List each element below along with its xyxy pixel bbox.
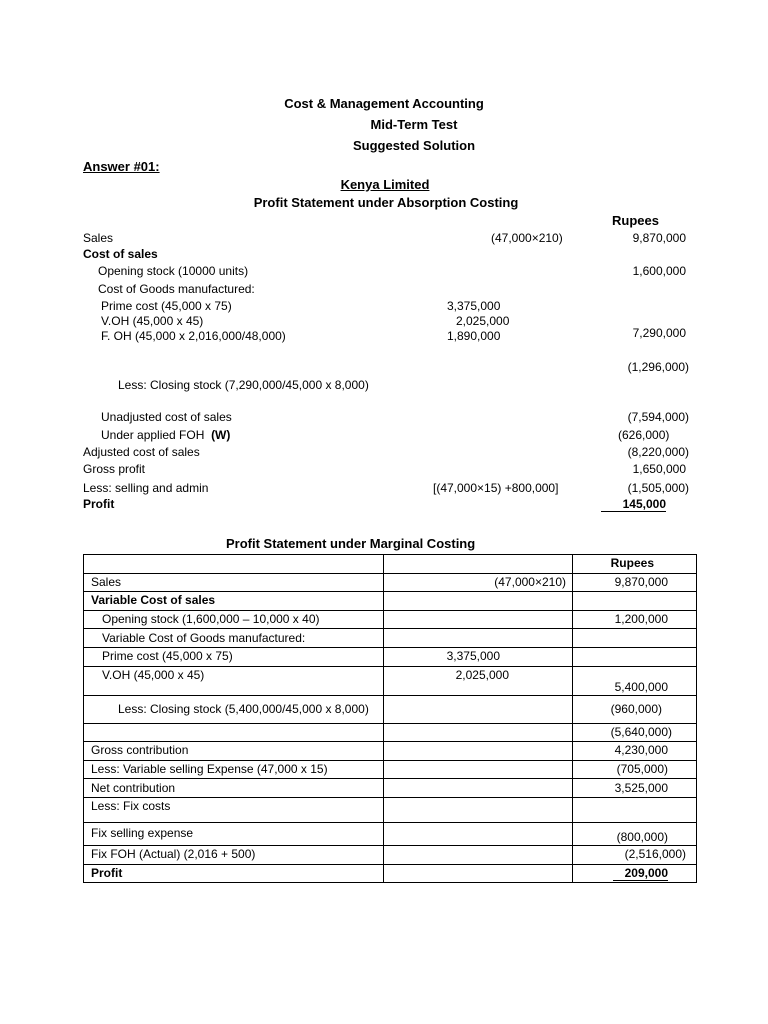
abs-sales-calc: (47,000×210) — [491, 231, 563, 245]
answer-label: Answer #01: — [83, 159, 160, 174]
solution-title: Suggested Solution — [352, 138, 476, 153]
mar-vcogm-label: Variable Cost of Goods manufactured: — [84, 629, 384, 648]
mar-opening-value: 1,200,000 — [573, 610, 697, 629]
mar-closing-label: Less: Closing stock (5,400,000/45,000 x 8,000) — [84, 695, 384, 723]
mar-gross-value: 4,230,000 — [573, 742, 697, 761]
table-row — [84, 666, 697, 695]
abs-foh-label: F. OH (45,000 x 2,016,000/48,000) — [101, 329, 286, 343]
mar-varsell-value: (705,000) — [573, 760, 697, 779]
table-row — [84, 610, 697, 629]
mar-fixfoh-value: (2,516,000) — [573, 845, 697, 864]
abs-selling-label: Less: selling and admin — [83, 481, 209, 495]
table-row — [84, 797, 697, 822]
abs-gross-value: 1,650,000 — [632, 462, 686, 476]
mar-vcos-total: (5,640,000) — [573, 723, 697, 742]
mar-sales-calc: (47,000×210) — [384, 573, 573, 592]
mar-profit-value: 209,000 — [613, 866, 668, 881]
mar-prime-label: Prime cost (45,000 x 75) — [84, 647, 384, 666]
table-row — [84, 723, 697, 742]
abs-closing-value: (1,296,000) — [627, 360, 689, 374]
abs-gross-label: Gross profit — [83, 462, 146, 476]
abs-prime-label: Prime cost (45,000 x 75) — [101, 299, 232, 313]
abs-profit-value: 145,000 — [601, 497, 666, 512]
marginal-heading: Profit Statement under Marginal Costing — [226, 536, 476, 551]
test-title: Mid-Term Test — [370, 117, 458, 132]
abs-unadjusted-label: Unadjusted cost of sales — [101, 410, 232, 424]
mar-varsell-label: Less: Variable selling Expense (47,000 x 15) — [84, 760, 384, 779]
abs-sales-value: 9,870,000 — [632, 231, 686, 245]
absorption-currency: Rupees — [612, 213, 659, 228]
marginal-costing-table — [83, 554, 697, 883]
abs-underapplied-value: (626,000) — [618, 428, 670, 442]
mar-profit-label: Profit — [84, 864, 384, 883]
mar-fixsell-label: Fix selling expense — [84, 822, 384, 845]
mar-vcos-label: Variable Cost of sales — [84, 592, 384, 611]
table-row — [84, 742, 697, 761]
mar-opening-label: Opening stock (1,600,000 – 10,000 x 40) — [84, 610, 384, 629]
abs-adjusted-label: Adjusted cost of sales — [83, 445, 200, 459]
mar-voh-value: 2,025,000 — [384, 666, 573, 695]
mar-net-label: Net contribution — [84, 779, 384, 798]
table-row — [84, 555, 697, 574]
mar-currency: Rupees — [573, 555, 697, 574]
abs-closing-label: Less: Closing stock (7,290,000/45,000 x 8,000) — [118, 378, 369, 392]
mar-fixfoh-label: Fix FOH (Actual) (2,016 + 500) — [84, 845, 384, 864]
abs-selling-calc: [(47,000×15) +800,000] — [433, 481, 559, 495]
abs-voh-value: 2,025,000 — [456, 314, 510, 328]
abs-cogm-total: 7,290,000 — [632, 326, 686, 340]
abs-opening-label: Opening stock (10000 units) — [98, 264, 249, 278]
mar-prime-value: 3,375,000 — [384, 647, 573, 666]
abs-cost-of-sales-label: Cost of sales — [83, 247, 158, 261]
abs-selling-value: (1,505,000) — [627, 481, 689, 495]
abs-profit-label: Profit — [83, 497, 115, 511]
table-row — [84, 760, 697, 779]
mar-fixsell-value: (800,000) — [573, 822, 697, 845]
table-row — [84, 779, 697, 798]
company-name: Kenya Limited — [340, 177, 430, 192]
abs-underapplied-label: Under applied FOH (W) — [101, 428, 231, 442]
abs-prime-value: 3,375,000 — [447, 299, 501, 313]
abs-opening-value: 1,600,000 — [632, 264, 686, 278]
table-row — [84, 573, 697, 592]
mar-voh-label: V.OH (45,000 x 45) — [84, 666, 384, 695]
table-row — [84, 864, 697, 883]
table-row — [84, 629, 697, 648]
mar-gross-label: Gross contribution — [84, 742, 384, 761]
table-row — [84, 845, 697, 864]
table-row — [84, 647, 697, 666]
mar-vcogm-total: 5,400,000 — [573, 666, 697, 695]
abs-foh-value: 1,890,000 — [447, 329, 501, 343]
abs-voh-label: V.OH (45,000 x 45) — [101, 314, 204, 328]
mar-fix-label: Less: Fix costs — [91, 798, 171, 813]
working-note-ref: (W) — [211, 428, 231, 442]
mar-closing-value: (960,000) — [573, 695, 697, 723]
abs-sales-label: Sales — [83, 231, 114, 245]
mar-sales-label: Sales — [84, 573, 384, 592]
absorption-heading: Profit Statement under Absorption Costing — [253, 195, 519, 210]
abs-cogm-label: Cost of Goods manufactured: — [98, 282, 255, 296]
mar-sales-value: 9,870,000 — [573, 573, 697, 592]
table-row — [84, 822, 697, 845]
table-row — [84, 592, 697, 611]
table-row — [84, 695, 697, 723]
abs-unadjusted-value: (7,594,000) — [627, 410, 689, 424]
abs-adjusted-value: (8,220,000) — [627, 445, 689, 459]
course-title: Cost & Management Accounting — [284, 96, 484, 111]
mar-net-value: 3,525,000 — [573, 779, 697, 798]
